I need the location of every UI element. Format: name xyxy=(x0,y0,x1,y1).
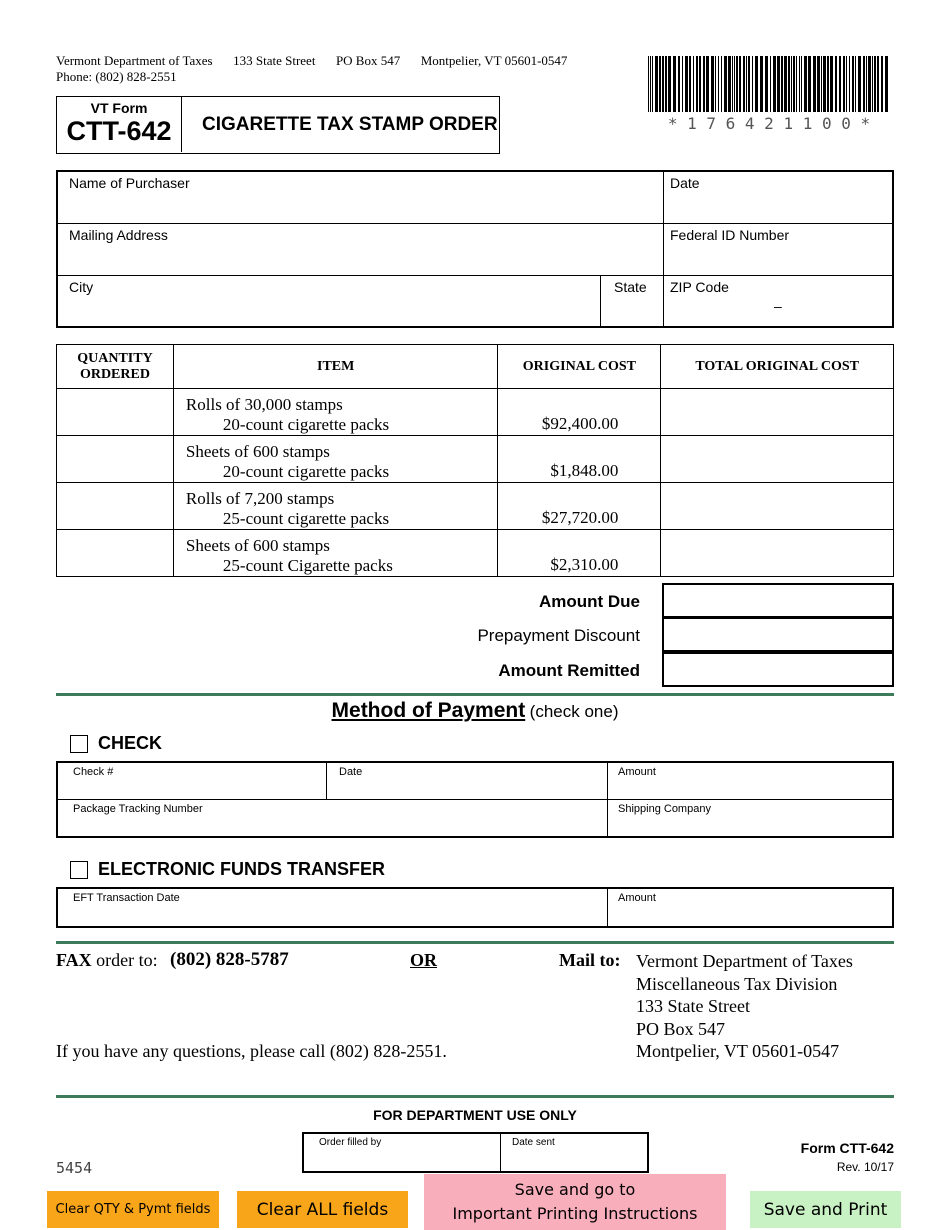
qty-cell[interactable] xyxy=(57,436,174,483)
barcode-bar xyxy=(777,56,780,112)
barcode-bar xyxy=(813,56,816,112)
barcode-bar xyxy=(746,56,747,112)
total-cell[interactable] xyxy=(661,389,894,436)
purchaser-block xyxy=(56,170,894,328)
barcode-bar xyxy=(703,56,705,112)
barcode-bar xyxy=(728,56,731,112)
barcode-bar xyxy=(736,56,738,112)
eft-details-box xyxy=(56,887,894,928)
barcode-bar xyxy=(791,56,792,112)
form-title: CIGARETTE TAX STAMP ORDER xyxy=(202,114,498,135)
mail-line: PO Box 547 xyxy=(636,1018,726,1039)
table-row xyxy=(57,436,894,483)
barcode-bar xyxy=(773,56,776,112)
barcode-bar xyxy=(673,56,676,112)
city-input[interactable] xyxy=(62,298,600,324)
barcode-bar xyxy=(662,56,664,112)
mail-to-label: Mail to: xyxy=(559,950,621,970)
barcode-bar xyxy=(866,56,867,112)
tracking-number-label: Package Tracking Number xyxy=(73,803,203,815)
barcode-bar xyxy=(718,56,719,112)
qty-header: QUANTITY ORDERED xyxy=(57,345,174,389)
mail-line: Montpelier, VT 05601-0547 xyxy=(636,1041,840,1061)
barcode-bar xyxy=(706,56,709,112)
check-checkbox[interactable] xyxy=(70,735,88,753)
barcode-bar xyxy=(872,56,873,112)
barcode-bar xyxy=(711,56,714,112)
eft-label: ELECTRONIC FUNDS TRANSFER xyxy=(98,859,385,879)
mail-line: Vermont Department of Taxes xyxy=(636,951,853,971)
date-label: Date xyxy=(670,175,700,191)
barcode-bar xyxy=(823,56,826,112)
barcode-bar xyxy=(765,56,768,112)
footer-form-number: Form CTT-642 xyxy=(800,1140,894,1156)
total-cell[interactable] xyxy=(661,530,894,577)
barcode-bar xyxy=(678,56,680,112)
payment-title: Method of Payment xyxy=(331,699,526,722)
barcode-bar xyxy=(652,56,653,112)
barcode-bar xyxy=(821,56,822,112)
date-sent-label: Date sent xyxy=(512,1137,555,1148)
qty-cell[interactable] xyxy=(57,530,174,577)
date-input[interactable] xyxy=(668,194,892,222)
eft-checkbox[interactable] xyxy=(70,861,88,879)
barcode-bar xyxy=(874,56,876,112)
purchaser-name-input[interactable] xyxy=(62,194,662,222)
barcode-bar xyxy=(827,56,829,112)
zip-label: ZIP Code xyxy=(670,279,729,295)
city-label: City xyxy=(69,279,94,295)
barcode-bar xyxy=(699,56,701,112)
zip-dash: – xyxy=(774,298,782,314)
check-number-label: Check # xyxy=(73,766,114,778)
barcode-bar xyxy=(852,56,854,112)
item-cell: Sheets of 600 stamps 20-count cigarette packs xyxy=(173,436,498,483)
cost-cell: $27,720.00 xyxy=(498,483,661,530)
mailing-address-label: Mailing Address xyxy=(69,227,168,243)
agency-city: Montpelier, VT 05601-0547 xyxy=(420,53,568,68)
fax-bold: FAX xyxy=(56,950,92,970)
barcode-bar xyxy=(752,56,753,112)
barcode-bar xyxy=(817,56,820,112)
prepayment-discount-field[interactable] xyxy=(662,617,894,652)
barcode-bar xyxy=(793,56,795,112)
amount-due-label: Amount Due xyxy=(538,592,640,611)
barcode-bar xyxy=(804,56,807,112)
barcode-bar xyxy=(781,56,783,112)
amount-remitted-label: Amount Remitted xyxy=(498,661,640,680)
state-input[interactable] xyxy=(604,298,664,324)
save-instructions-line2: Important Printing Instructions xyxy=(452,1204,698,1223)
barcode-bar xyxy=(808,56,811,112)
form-code: 5454 xyxy=(56,1159,93,1177)
barcode-bar xyxy=(858,56,861,112)
barcode-image xyxy=(648,56,890,112)
barcode-bar xyxy=(732,56,733,112)
barcode-bar xyxy=(739,56,741,112)
barcode-bar xyxy=(724,56,727,112)
barcode-bar xyxy=(715,56,716,112)
or-text: OR xyxy=(410,950,437,970)
barcode-bar xyxy=(748,56,750,112)
federal-id-input[interactable] xyxy=(668,246,892,274)
barcode-bar xyxy=(839,56,841,112)
barcode-bar xyxy=(650,56,651,112)
cost-cell: $92,400.00 xyxy=(498,389,661,436)
clear-all-button[interactable]: Clear ALL fields xyxy=(237,1191,408,1228)
barcode-bar xyxy=(830,56,833,112)
barcode-bar xyxy=(835,56,837,112)
items-table xyxy=(56,344,894,577)
barcode-bar xyxy=(743,56,745,112)
agency-name: Vermont Department of Taxes xyxy=(56,53,213,68)
eft-amount-label: Amount xyxy=(618,892,656,904)
barcode-text: * 1 7 6 4 2 1 1 0 0 * xyxy=(667,114,871,133)
table-row xyxy=(57,530,894,577)
barcode-bar xyxy=(760,56,763,112)
barcode-bar xyxy=(881,56,883,112)
eft-date-label: EFT Transaction Date xyxy=(73,892,180,904)
barcode-bar xyxy=(770,56,771,112)
agency-street: 133 State Street xyxy=(233,53,316,68)
table-row xyxy=(57,483,894,530)
mail-line: Miscellaneous Tax Division xyxy=(636,973,838,994)
barcode-bar xyxy=(846,56,847,112)
qty-cell[interactable] xyxy=(57,389,174,436)
purchaser-name-label: Name of Purchaser xyxy=(69,175,190,191)
amount-remitted-field[interactable] xyxy=(662,652,894,687)
questions-text: If you have any questions, please call (802) 828-2551. xyxy=(56,1041,447,1061)
barcode-bar xyxy=(849,56,850,112)
mailing-address-input[interactable] xyxy=(62,246,662,274)
section-divider xyxy=(56,693,894,696)
fax-number: (802) 828-5787 xyxy=(170,949,289,970)
shipping-company-label: Shipping Company xyxy=(618,803,711,815)
fax-text: order to: xyxy=(91,950,158,970)
save-instructions-button[interactable] xyxy=(424,1174,726,1230)
barcode-bar xyxy=(721,56,722,112)
qty-cell[interactable] xyxy=(57,483,174,530)
barcode-bar xyxy=(648,56,649,112)
prepayment-discount-label: Prepayment Discount xyxy=(477,626,640,645)
barcode-bar xyxy=(665,56,667,112)
check-date-label: Date xyxy=(339,766,363,778)
total-cell[interactable] xyxy=(661,483,894,530)
agency-phone: Phone: (802) 828-2551 xyxy=(56,69,177,84)
item-cell: Sheets of 600 stamps 25-count Cigarette packs xyxy=(173,530,498,577)
barcode-bar xyxy=(685,56,688,112)
barcode-bar xyxy=(668,56,671,112)
clear-qty-button[interactable]: Clear QTY & Pymt fields xyxy=(47,1191,219,1228)
check-label: CHECK xyxy=(98,733,163,753)
agency-pobox: PO Box 547 xyxy=(335,53,401,68)
order-filled-by-label: Order filled by xyxy=(319,1137,382,1148)
fax-line xyxy=(56,950,158,971)
barcode-bar xyxy=(659,56,661,112)
save-instructions-line1: Save and go to xyxy=(514,1180,636,1199)
barcode-bar xyxy=(734,56,735,112)
save-print-button[interactable]: Save and Print xyxy=(750,1191,901,1228)
barcode-bar xyxy=(877,56,879,112)
barcode-bar xyxy=(868,56,871,112)
form-number: CTT-642 xyxy=(66,116,172,146)
payment-subtitle: (check one) xyxy=(529,702,619,721)
section-divider xyxy=(56,1095,894,1098)
mail-line: 133 State Street xyxy=(636,996,750,1016)
barcode-bar xyxy=(693,56,694,112)
cost-cell: $2,310.00 xyxy=(498,530,661,577)
amount-due-field[interactable] xyxy=(662,583,894,618)
barcode-bar xyxy=(784,56,787,112)
total-header: TOTAL ORIGINAL COST xyxy=(661,345,894,389)
payment-heading xyxy=(0,699,950,723)
barcode-bar xyxy=(863,56,865,112)
federal-id-label: Federal ID Number xyxy=(670,227,790,243)
total-cell[interactable] xyxy=(661,436,894,483)
barcode-bar xyxy=(801,56,802,112)
barcode-bar xyxy=(696,56,698,112)
barcode-bar xyxy=(843,56,845,112)
dept-use-title: FOR DEPARTMENT USE ONLY xyxy=(373,1107,577,1123)
item-header: ITEM xyxy=(173,345,498,389)
zip-input[interactable] xyxy=(668,298,892,324)
barcode-bar xyxy=(755,56,758,112)
form-label: VT Form xyxy=(90,100,148,116)
dept-use-box xyxy=(302,1132,649,1173)
barcode-bar xyxy=(855,56,856,112)
barcode-bar xyxy=(885,56,888,112)
check-details-box xyxy=(56,761,894,838)
barcode-bar xyxy=(682,56,683,112)
table-row xyxy=(57,389,894,436)
cost-header: ORIGINAL COST xyxy=(498,345,661,389)
section-divider xyxy=(56,941,894,944)
barcode-bar xyxy=(689,56,691,112)
check-amount-label: Amount xyxy=(618,766,656,778)
state-label: State xyxy=(614,279,647,295)
form-title-box xyxy=(56,96,500,154)
mail-address xyxy=(636,950,853,1063)
barcode-bar xyxy=(799,56,800,112)
barcode-bar xyxy=(796,56,797,112)
footer-revision: Rev. 10/17 xyxy=(836,1160,894,1174)
item-cell: Rolls of 7,200 stamps 25-count cigarette packs xyxy=(173,483,498,530)
cost-cell: $1,848.00 xyxy=(498,436,661,483)
barcode-bar xyxy=(655,56,658,112)
barcode-bar xyxy=(788,56,790,112)
agency-address xyxy=(56,53,567,69)
item-cell: Rolls of 30,000 stamps 20-count cigarette packs xyxy=(173,389,498,436)
